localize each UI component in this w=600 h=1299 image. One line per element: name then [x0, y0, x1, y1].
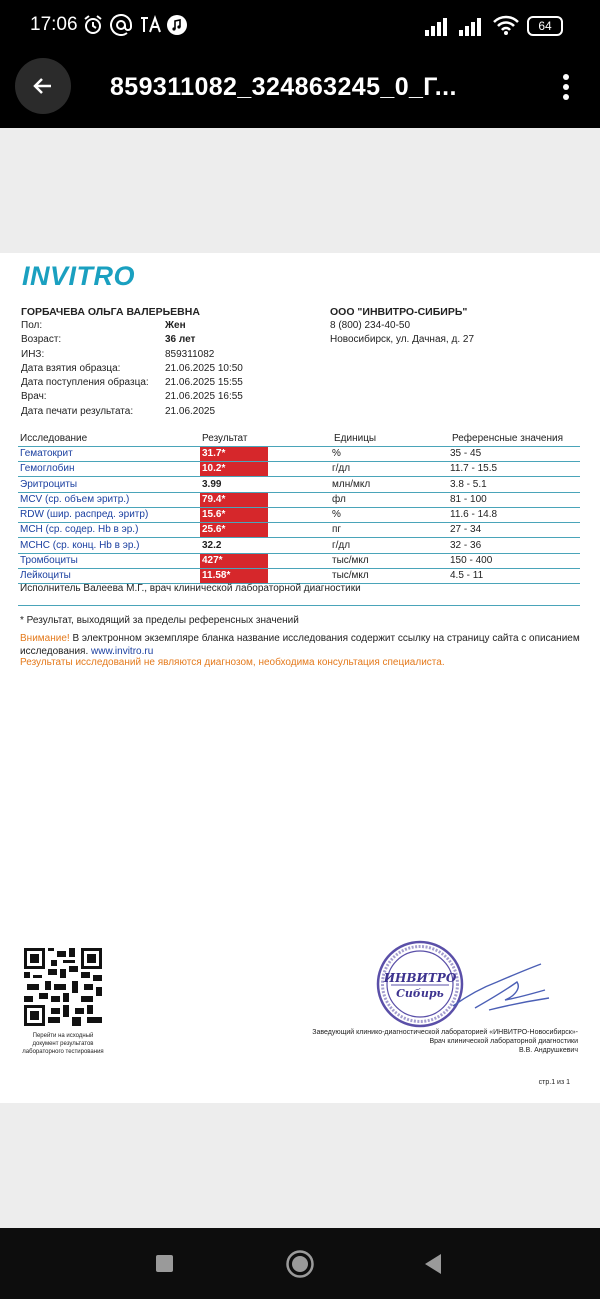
field-label: Дата поступления образца: — [21, 377, 149, 389]
status-time: 17:06 — [30, 14, 78, 35]
qr-code[interactable] — [24, 948, 102, 1026]
header-result: Результат — [202, 433, 248, 444]
result-unit: % — [332, 509, 341, 520]
recents-button[interactable] — [156, 1255, 173, 1272]
file-title: 859311082_324863245_0_Г... — [110, 73, 457, 101]
result-name[interactable]: Гематокрит — [20, 448, 73, 459]
result-unit: % — [332, 448, 341, 459]
result-reference: 3.8 - 5.1 — [450, 478, 487, 490]
status-bar — [0, 0, 600, 50]
result-value: 79.4* — [200, 493, 268, 507]
divider — [18, 605, 580, 606]
result-reference: 11.6 - 14.8 — [450, 509, 498, 520]
attention-text-2: исследования. — [20, 646, 89, 657]
header-ref: Референсные значения — [452, 433, 564, 444]
signer-line: Врач клинической лабораторной диагностики — [429, 1038, 578, 1045]
signer-line: В.В. Андрушкевич — [518, 1047, 578, 1054]
result-name[interactable]: MCV (ср. объем эритр.) — [20, 493, 130, 505]
attention-label: Внимание! — [20, 633, 70, 644]
disclaimer: Результаты исследований не являются диагнозом, необходима консультация специалиста. — [20, 657, 445, 668]
home-button[interactable] — [285, 1249, 315, 1279]
back-arrow-icon — [31, 74, 55, 98]
result-reference: 150 - 400 — [450, 554, 493, 566]
result-reference: 81 - 100 — [450, 493, 487, 505]
table-row — [18, 554, 580, 569]
result-unit: фл — [332, 493, 346, 505]
result-reference: 4.5 - 11 — [450, 570, 484, 581]
app-bar — [0, 50, 600, 128]
result-value: 15.6* — [200, 508, 268, 522]
field-value: 36 лет — [165, 334, 196, 346]
font-icon — [139, 14, 161, 36]
table-row — [18, 447, 580, 462]
result-name[interactable]: MCHC (ср. конц. Hb в эр.) — [20, 539, 140, 551]
invitro-link[interactable]: www.invitro.ru — [91, 646, 154, 657]
table-row — [18, 478, 580, 493]
signer-block — [250, 1028, 578, 1055]
back-button[interactable] — [15, 58, 71, 114]
qr-caption-line: документ результатов — [32, 1041, 94, 1047]
navigation-bar — [0, 1228, 600, 1299]
battery-icon — [527, 16, 563, 36]
result-name[interactable]: Тромбоциты — [20, 554, 78, 566]
result-reference: 27 - 34 — [450, 524, 482, 536]
result-unit: пг — [332, 524, 342, 536]
result-unit: г/дл — [332, 463, 351, 475]
qr-caption — [14, 1032, 112, 1056]
field-label: Дата печати результата: — [21, 405, 134, 417]
result-name[interactable]: MCH (ср. содер. Hb в эр.) — [20, 524, 139, 536]
field-label: Дата взятия образца: — [21, 362, 121, 374]
table-header — [18, 432, 580, 447]
table-row — [18, 569, 580, 584]
field-label: ИНЗ: — [21, 348, 45, 360]
stamp-text: ИНВИТРО — [383, 971, 457, 985]
field-value: Жен — [165, 320, 186, 331]
field-value: 21.06.2025 15:55 — [165, 377, 243, 389]
result-unit: г/дл — [332, 539, 351, 551]
table-row — [18, 462, 580, 477]
result-reference: 32 - 36 — [450, 539, 482, 551]
result-unit: тыс/мкл — [332, 570, 369, 581]
qr-caption-line: лабораторного тестирования — [22, 1049, 104, 1055]
header-unit: Единицы — [334, 433, 377, 444]
result-unit: млн/мкл — [332, 478, 371, 490]
field-value: 21.06.2025 16:55 — [165, 391, 243, 403]
result-name[interactable]: RDW (шир. распред. эритр) — [20, 509, 149, 520]
result-name[interactable]: Лейкоциты — [20, 570, 71, 581]
table-row — [18, 493, 580, 508]
table-row — [18, 508, 580, 523]
stamp-text: Сибирь — [396, 987, 444, 1000]
table-row — [18, 539, 580, 554]
result-value: 11.58* — [200, 569, 268, 583]
signal-icon — [425, 16, 453, 36]
patient-name: ГОРБАЧЕВА ОЛЬГА ВАЛЕРЬЕВНА — [21, 306, 200, 318]
back-nav-button[interactable] — [423, 1253, 443, 1275]
signature — [445, 958, 555, 1018]
lab-name: ООО "ИНВИТРО-СИБИРЬ" — [330, 306, 468, 318]
result-name[interactable]: Эритроциты — [20, 478, 78, 490]
result-reference: 11.7 - 15.5 — [450, 463, 498, 475]
result-value: 3.99 — [202, 478, 222, 490]
executor: Исполнитель Валеева М.Г., врач клинической лабораторной диагностики — [20, 583, 361, 594]
result-value: 427* — [200, 554, 268, 568]
result-unit: тыс/мкл — [332, 554, 369, 566]
header-test: Исследование — [20, 433, 88, 444]
signer-line: Заведующий клинико-диагностической лабораторией «ИНВИТРО-Новосибирск»- — [312, 1029, 578, 1036]
wifi-icon — [493, 14, 519, 36]
lab-address: Новосибирск, ул. Дачная, д. 27 — [330, 334, 475, 345]
result-value: 25.6* — [200, 523, 268, 537]
field-value: 21.06.2025 — [165, 405, 216, 417]
page-number: стр.1 из 1 — [538, 1079, 570, 1086]
music-icon — [166, 14, 188, 36]
result-name[interactable]: Гемоглобин — [20, 463, 75, 475]
attention-line — [20, 633, 580, 644]
qr-caption-line: Перейти на исходный — [32, 1033, 94, 1039]
footnote: * Результат, выходящий за пределы референсных значений — [20, 615, 299, 626]
attention-line-2 — [20, 646, 153, 657]
result-value: 10.2* — [200, 462, 268, 476]
field-label: Врач: — [21, 391, 47, 403]
signal-icon-2 — [459, 16, 487, 36]
field-label: Пол: — [21, 320, 43, 331]
result-value: 32.2 — [202, 539, 222, 551]
attention-text: В электронном экземпляре бланка название исследования содержит ссылку на страницу сайта с описанием — [69, 633, 580, 644]
result-reference: 35 - 45 — [450, 448, 482, 459]
at-icon — [110, 14, 132, 36]
field-label: Возраст: — [21, 334, 62, 346]
table-row — [18, 523, 580, 538]
field-value: 859311082 — [165, 348, 215, 360]
invitro-logo: INVITRO — [22, 261, 136, 291]
field-value: 21.06.2025 10:50 — [165, 362, 243, 374]
result-value: 31.7* — [200, 447, 268, 461]
more-options-icon[interactable] — [556, 72, 576, 102]
patient-fields — [21, 320, 301, 420]
lab-phone: 8 (800) 234-40-50 — [330, 320, 411, 331]
document-page — [0, 253, 600, 1103]
battery-level: 64 — [538, 19, 552, 33]
alarm-icon — [82, 14, 104, 36]
